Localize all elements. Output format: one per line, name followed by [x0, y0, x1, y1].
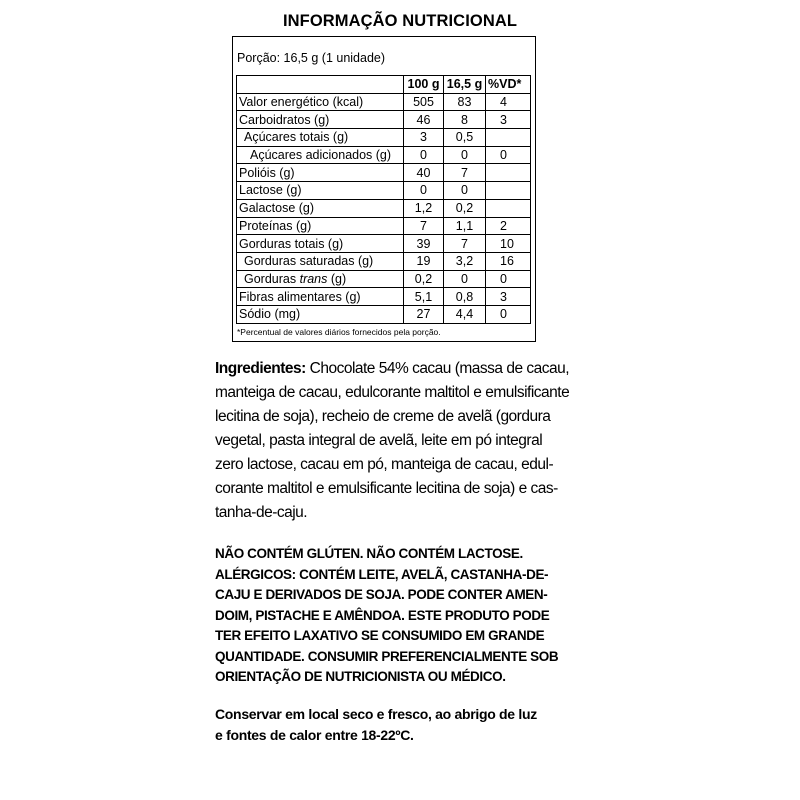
value-100g: 40: [404, 164, 444, 182]
ingredients-paragraph: [215, 357, 570, 525]
ingredients-line: tanha-de-caju.: [215, 504, 308, 521]
value-100g: 39: [404, 235, 444, 253]
storage-line: Conservar em local seco e fresco, ao abrigo de luz: [215, 706, 537, 722]
value-portion: 0,8: [444, 288, 486, 306]
value-100g: 0,2: [404, 270, 444, 288]
allergen-warning: [215, 544, 575, 688]
value-portion: 0,5: [444, 129, 486, 147]
allergen-line: CAJU E DERIVADOS DE SOJA. PODE CONTER AMEN-: [215, 587, 548, 602]
value-portion: 0,2: [444, 199, 486, 217]
value-portion: 1,1: [444, 217, 486, 235]
value-100g: 505: [404, 93, 444, 111]
value-portion: 7: [444, 164, 486, 182]
page-title: INFORMAÇÃO NUTRICIONAL: [282, 12, 518, 30]
value-daily: [486, 129, 531, 147]
portion-size: Porção: 16,5 g (1 unidade): [237, 51, 386, 65]
value-100g: 7: [404, 217, 444, 235]
value-portion: 8: [444, 111, 486, 129]
allergen-line: TER EFEITO LAXATIVO SE CONSUMIDO EM GRANDE: [215, 628, 545, 643]
nutrient-name: Açúcares adicionados (g): [237, 146, 404, 164]
table-header-row: [237, 76, 531, 94]
value-daily: 3: [486, 111, 531, 129]
value-daily: 4: [486, 93, 531, 111]
ingredients-line: corante maltitol e emulsificante lecitina de soja) e cas-: [215, 480, 558, 497]
value-daily: 16: [486, 252, 531, 270]
value-daily: 0: [486, 270, 531, 288]
ingredients-line: zero lactose, cacau em pó, manteiga de cacau, edul-: [215, 456, 554, 473]
value-portion: 83: [444, 93, 486, 111]
table-row: [237, 111, 531, 129]
value-daily: 0: [486, 305, 531, 323]
header-daily-value: %VD*: [486, 76, 531, 94]
nutrition-facts-box: [232, 36, 536, 342]
value-portion: 0: [444, 270, 486, 288]
ingredients-line: [215, 357, 570, 381]
storage-line: e fontes de calor entre 18-22ºC.: [215, 726, 414, 743]
nutrient-name: Gorduras saturadas (g): [237, 252, 404, 270]
table-row: [237, 146, 531, 164]
table-row: [237, 129, 531, 147]
ingredients-label: Ingredientes:: [215, 360, 306, 377]
nutrient-name: Fibras alimentares (g): [237, 288, 404, 306]
value-100g: 5,1: [404, 288, 444, 306]
nutrient-name: Lactose (g): [237, 182, 404, 200]
header-per-100g: 100 g: [404, 76, 444, 94]
nutrient-name: Valor energético (kcal): [237, 93, 404, 111]
nutrient-name: Gorduras totais (g): [237, 235, 404, 253]
nutrient-name: Polióis (g): [237, 164, 404, 182]
header-per-portion: 16,5 g: [444, 76, 486, 94]
table-row: [237, 305, 531, 323]
nutrient-name: Carboidratos (g): [237, 111, 404, 129]
ingredients-line: vegetal, pasta integral de avelã, leite em pó integral: [215, 432, 543, 449]
nutrient-name-italic: trans: [299, 271, 328, 286]
allergen-line: ALÉRGICOS: CONTÉM LEITE, AVELÃ, CASTANHA-DE-: [215, 566, 549, 582]
allergen-line: DOIM, PISTACHE E AMÊNDOA. ESTE PRODUTO PODE: [215, 607, 550, 623]
nutrient-name-suffix: (g): [327, 271, 347, 286]
nutrient-name: Proteínas (g): [237, 217, 404, 235]
table-row: [237, 164, 531, 182]
allergen-line: NÃO CONTÉM GLÚTEN. NÃO CONTÉM LACTOSE.: [215, 546, 523, 561]
value-100g: 46: [404, 111, 444, 129]
table-row: [237, 93, 531, 111]
value-100g: 19: [404, 252, 444, 270]
nutrient-name: Galactose (g): [237, 199, 404, 217]
value-portion: 3,2: [444, 252, 486, 270]
table-footnote: *Percentual de valores diários fornecidos pela porção.: [237, 327, 441, 337]
value-daily: 0: [486, 146, 531, 164]
storage-instructions: [215, 704, 565, 745]
value-100g: 0: [404, 146, 444, 164]
table-row: [237, 270, 531, 288]
nutrient-name: [237, 270, 404, 288]
table-row: [237, 288, 531, 306]
header-nutrient: [237, 76, 404, 94]
value-portion: 0: [444, 182, 486, 200]
ingredients-line: manteiga de cacau, edulcorante maltitol e emulsificante: [215, 384, 570, 401]
value-100g: 0: [404, 182, 444, 200]
value-daily: 10: [486, 235, 531, 253]
value-100g: 3: [404, 129, 444, 147]
nutrient-name-part: Gorduras: [244, 271, 300, 286]
table-row: [237, 182, 531, 200]
ingredients-text: Chocolate 54% cacau (massa de cacau,: [305, 360, 570, 377]
allergen-line: ORIENTAÇÃO DE NUTRICIONISTA OU MÉDICO.: [215, 669, 506, 684]
table-row: [237, 235, 531, 253]
value-daily: 2: [486, 217, 531, 235]
table-row: [237, 217, 531, 235]
allergen-line: QUANTIDADE. CONSUMIR PREFERENCIALMENTE SOB: [215, 648, 559, 664]
value-portion: 4,4: [444, 305, 486, 323]
table-row: [237, 199, 531, 217]
value-portion: 7: [444, 235, 486, 253]
nutrition-table: [236, 75, 531, 324]
value-daily: [486, 199, 531, 217]
nutrient-name: Açúcares totais (g): [237, 129, 404, 147]
nutrient-name: Sódio (mg): [237, 305, 404, 323]
value-daily: [486, 182, 531, 200]
value-daily: 3: [486, 288, 531, 306]
value-100g: 27: [404, 305, 444, 323]
value-100g: 1,2: [404, 199, 444, 217]
value-daily: [486, 164, 531, 182]
table-row: [237, 252, 531, 270]
value-portion: 0: [444, 146, 486, 164]
ingredients-line: lecitina de soja), recheio de creme de avelã (gordura: [215, 408, 551, 425]
